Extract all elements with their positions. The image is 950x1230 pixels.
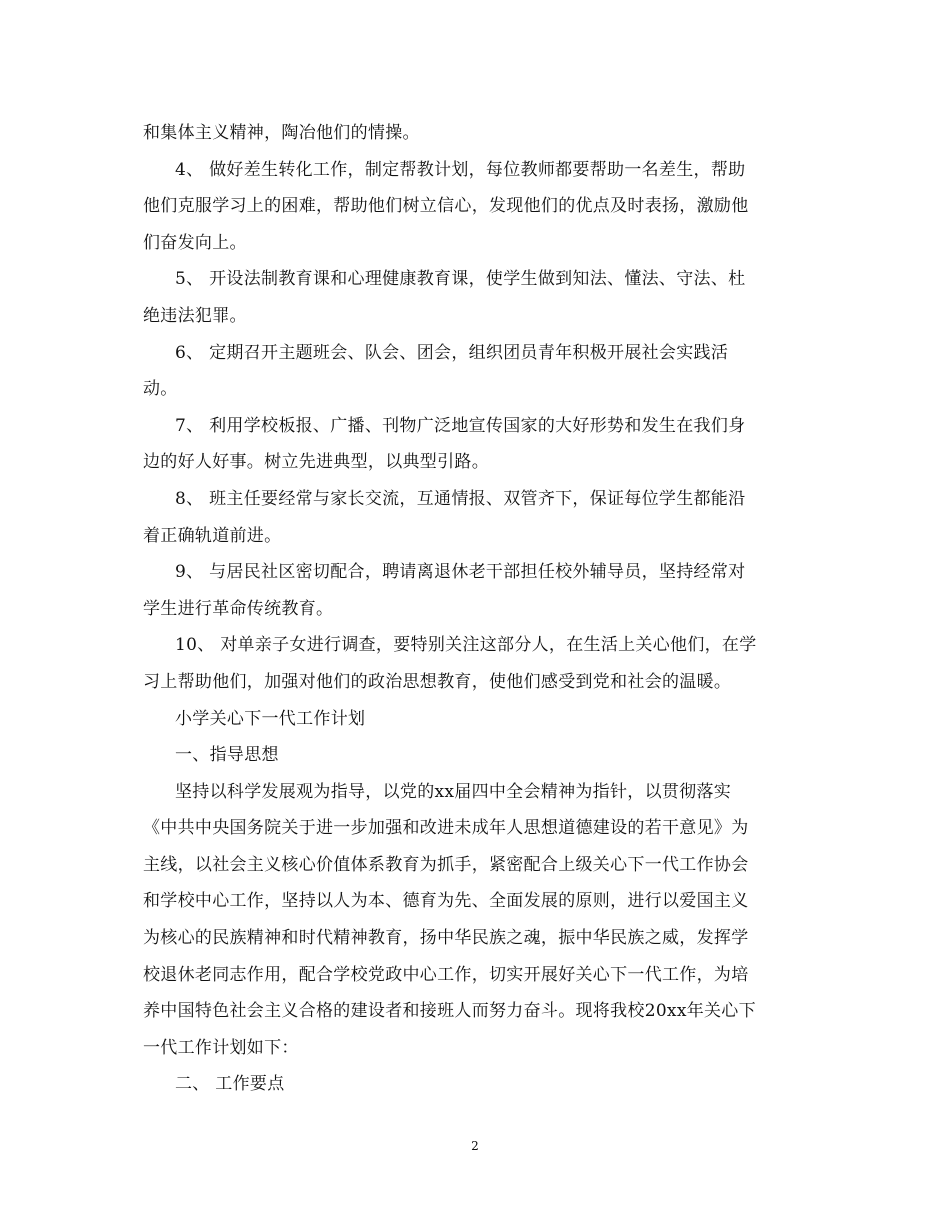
- page-number: 2: [471, 1139, 479, 1153]
- list-item-9-line: 9、 与居民社区密切配合，聘请离退休老干部担任校外辅导员，坚持经常对: [175, 562, 746, 583]
- text-line: 他们克服学习上的困难，帮助他们树立信心，发现他们的优点及时表扬，激励他: [143, 196, 749, 217]
- section-heading-1: 一、指导思想: [175, 745, 279, 766]
- text-line: 着正确轨道前进。: [143, 525, 282, 546]
- document-body: [143, 115, 805, 1103]
- paragraph-line: 坚持以科学发展观为指导，以党的xx届四中全会精神为指针，以贯彻落实: [175, 781, 732, 802]
- paragraph-line: 《中共中央国务院关于进一步加强和改进未成年人思想道德建设的若干意见》为: [143, 818, 749, 839]
- text-line: 学生进行革命传统教育。: [143, 598, 334, 619]
- text-line: 习上帮助他们，加强对他们的政治思想教育，使他们感受到党和社会的温暖。: [143, 671, 732, 692]
- text-line: 们奋发向上。: [143, 232, 247, 253]
- list-item-7-line: 7、 利用学校板报、广播、刊物广泛地宣传国家的大好形势和发生在我们身: [175, 415, 746, 436]
- text-line: 边的好人好事。树立先进典型，以典型引路。: [143, 452, 489, 473]
- text-line: 动。: [143, 379, 178, 400]
- paragraph-line: 主线，以社会主义核心价值体系教育为抓手，紧密配合上级关心下一代工作协会: [143, 854, 749, 875]
- paragraph-line: 校退休老同志作用，配合学校党政中心工作，切实开展好关心下一代工作，为培: [143, 964, 749, 985]
- list-item-6-line: 6、 定期召开主题班会、队会、团会，组织团员青年积极开展社会实践活: [175, 342, 729, 363]
- list-item-5-line: 5、 开设法制教育课和心理健康教育课，使学生做到知法、懂法、守法、杜: [175, 269, 746, 290]
- list-item-4-line: 4、 做好差生转化工作，制定帮教计划，每位教师都要帮助一名差生，帮助: [175, 159, 746, 180]
- section-title: 小学关心下一代工作计划: [175, 708, 366, 729]
- paragraph-line: 为核心的民族精神和时代精神教育，扬中华民族之魂，振中华民族之威，发挥学: [143, 928, 749, 949]
- paragraph-line: 养中国特色社会主义合格的建设者和接班人而努力奋斗。现将我校20xx年关心下: [143, 1001, 756, 1022]
- text-line: 绝违法犯罪。: [143, 305, 247, 326]
- list-item-8-line: 8、 班主任要经常与家长交流，互通情报、双管齐下，保证每位学生都能沿: [175, 488, 746, 509]
- section-heading-2: 二、 工作要点: [175, 1074, 285, 1095]
- paragraph-line: 一代工作计划如下：: [143, 1037, 299, 1058]
- paragraph-line: 和学校中心工作，坚持以人为本、德育为先、全面发展的原则，进行以爱国主义: [143, 891, 749, 912]
- list-item-10-line: 10、 对单亲子女进行调查，要特别关注这部分人，在生活上关心他们，在学: [175, 635, 757, 656]
- text-line: 和集体主义精神，陶冶他们的情操。: [143, 123, 420, 143]
